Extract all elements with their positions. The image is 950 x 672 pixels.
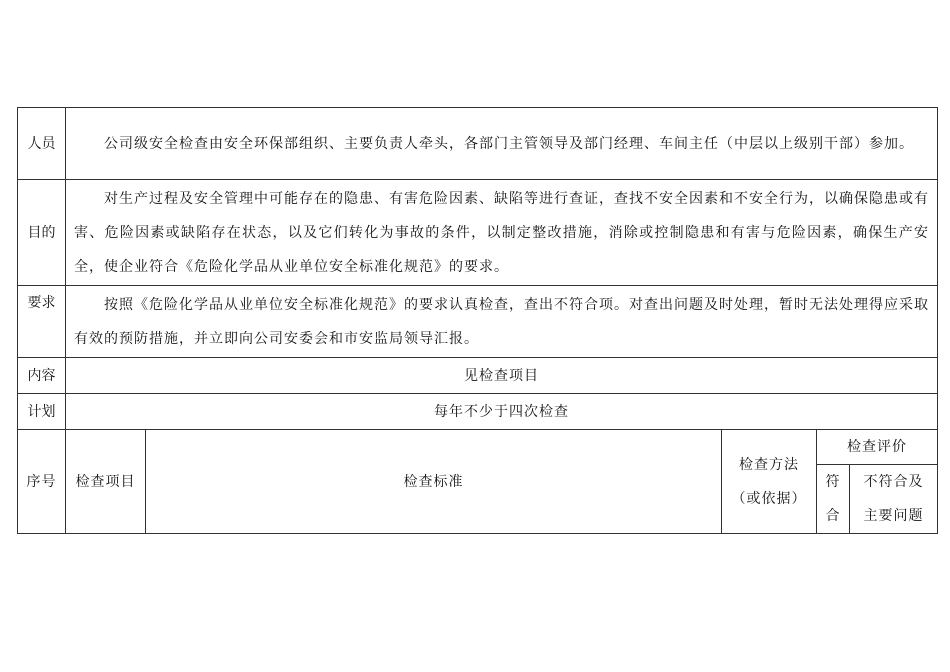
personnel-text: 公司级安全检查由安全环保部组织、主要负责人牵头，各部门主管领导及部门经理、车间主任（中层以上级别干部）参加。 [104, 135, 914, 152]
row-purpose [18, 180, 938, 286]
header-method-line1: 检查方法 [739, 456, 799, 473]
row-content [18, 358, 938, 394]
header-conform-line2: 合 [825, 508, 841, 524]
requirement-text: 按照《危险化学品从业单位安全标准化规范》的要求认真检查，查出不符合项。对查出问题及时处理，暂时无法处理得应采取有效的预防措施，并立即向公司安委会和市安监局领导汇报。 [74, 296, 930, 347]
label-personnel: 人员 [18, 108, 66, 180]
header-nonconform-line2: 主要问题 [863, 508, 924, 524]
header-nonconform-line1: 不符合及 [863, 474, 924, 490]
header-evaluation: 检查评价 [817, 430, 938, 465]
label-plan: 计划 [18, 394, 66, 430]
content-text: 见检查项目 [66, 358, 938, 394]
header-row-1 [18, 430, 938, 465]
plan-text: 每年不少于四次检查 [66, 394, 938, 430]
label-purpose: 目的 [18, 180, 66, 286]
header-item: 检查项目 [66, 430, 146, 534]
purpose-cell [66, 180, 938, 286]
header-method [722, 430, 817, 534]
row-plan [18, 394, 938, 430]
label-requirement: 要求 [18, 286, 66, 358]
label-content: 内容 [18, 358, 66, 394]
header-seq: 序号 [18, 430, 66, 534]
personnel-cell [66, 108, 938, 180]
header-standard: 检查标准 [146, 430, 722, 534]
row-requirement [18, 286, 938, 358]
requirement-cell [66, 286, 938, 358]
safety-inspection-table [17, 107, 938, 534]
header-conform-line1: 符 [825, 474, 841, 490]
header-conform [817, 465, 850, 534]
header-nonconform [850, 465, 938, 534]
row-personnel [18, 108, 938, 180]
header-method-line2: （或依据） [731, 490, 807, 507]
purpose-text: 对生产过程及安全管理中可能存在的隐患、有害危险因素、缺陷等进行查证，查找不安全因素和不安全行为，以确保隐患或有害、危险因素或缺陷存在状态，以及它们转化为事故的条件，以制定整改措施，消除或控制隐患和有害与危险因素，确保生产安全，使企业符合《危险化学品从业单位安全标准化规范》的要求。 [74, 190, 930, 275]
